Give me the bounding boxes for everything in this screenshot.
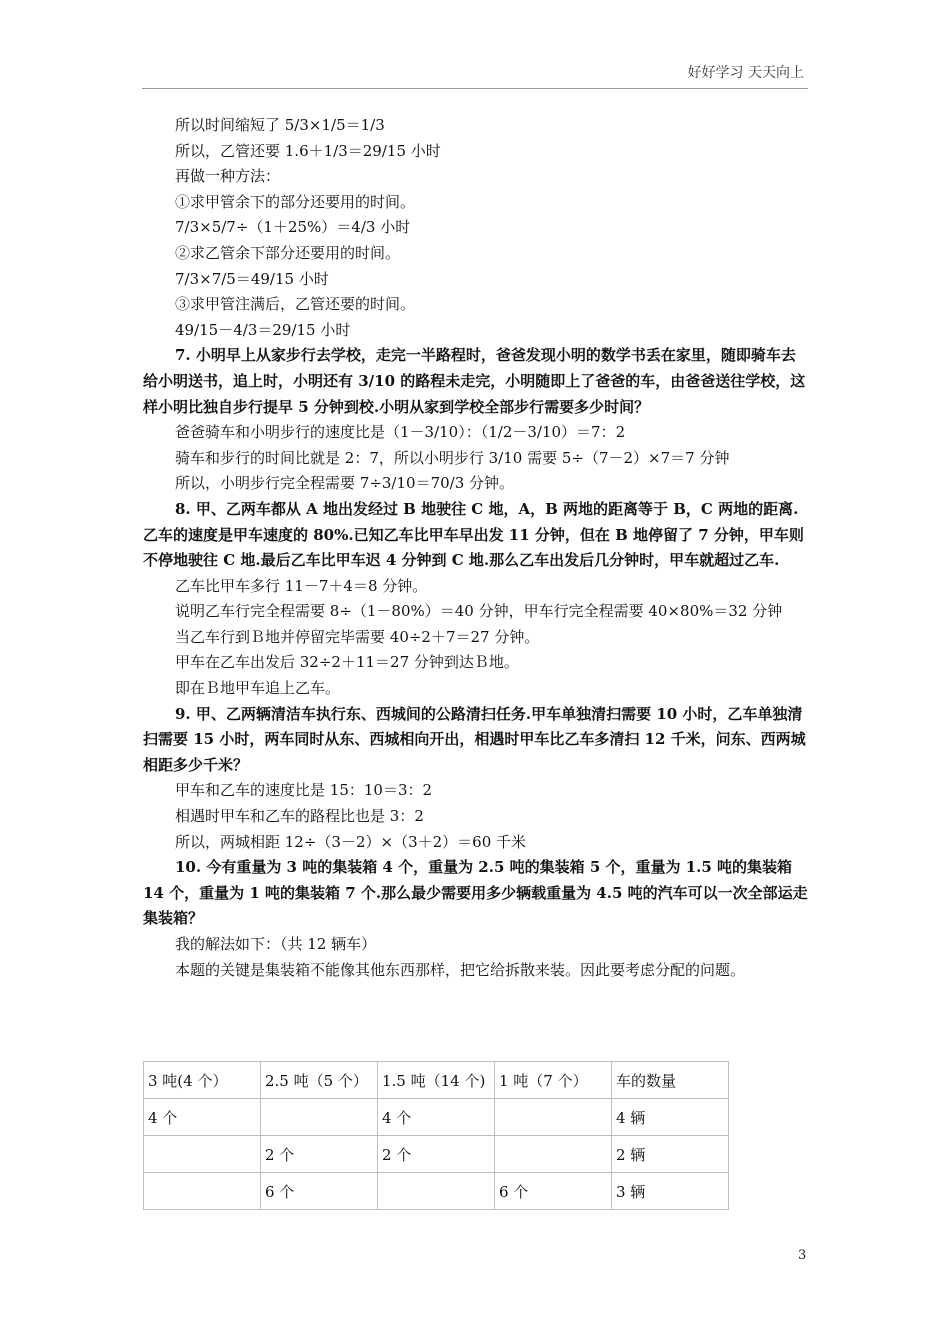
solution-paragraph: 说明乙车行完全程需要 8÷（1－80%）＝40 分钟，甲车行完全程需要 40×80%＝32 分钟 (175, 602, 783, 621)
solution-paragraph: 当乙车行到Ｂ地并停留完毕需要 40÷2＋7＝27 分钟。 (175, 627, 540, 646)
solution-paragraph: 所以，乙管还要 1.6＋1/3＝29/15 小时 (175, 141, 441, 160)
table-cell (144, 1136, 261, 1173)
solution-paragraph: ②求乙管余下部分还要用的时间。 (175, 243, 401, 262)
table-row (144, 1136, 729, 1173)
table-cell: 2 个 (378, 1136, 495, 1173)
solution-paragraph: 甲车在乙车出发后 32÷2＋11＝27 分钟到达Ｂ地。 (175, 653, 519, 672)
table-cell: 3 辆 (612, 1173, 729, 1210)
table-cell: 6 个 (495, 1173, 612, 1210)
solution-paragraph: 乙车比甲车多行 11－7＋4＝8 分钟。 (175, 576, 428, 595)
solution-paragraph: 再做一种方法： (175, 167, 281, 186)
table-cell (378, 1173, 495, 1210)
table-header-row (144, 1062, 729, 1099)
solution-paragraph: 所以，两城相距 12÷（3－2）×（3＋2）＝60 千米 (175, 832, 527, 851)
solution-paragraph: 骑车和步行的时间比就是 2：7，所以小明步行 3/10 需要 5÷（7－2）×7＝7 分钟 (175, 448, 730, 467)
solution-paragraph: 爸爸骑车和小明步行的速度比是（1－3/10）：（1/2－3/10）＝7：2 (175, 423, 626, 442)
question-paragraph: 7. 小明早上从家步行去学校，走完一半路程时，爸爸发现小明的数学书丢在家里，随即骑车去给小明送书，追上时，小明还有 3/10 的路程未走完，小明随即上了爸爸的车，由爸爸送往学校，这样小明比独自步行提早 5 分钟到校.小明从家到学校全部步行需要多少时间？ (143, 346, 806, 416)
solution-paragraph: 所以，小明步行完全程需要 7÷3/10＝70/3 分钟。 (175, 474, 515, 493)
document-body (143, 113, 809, 983)
question-paragraph: 10. 今有重量为 3 吨的集装箱 4 个，重量为 2.5 吨的集装箱 5 个，重量为 1.5 吨的集装箱 14 个，重量为 1 吨的集装箱 7 个.那么最少需要用多少辆载重量为 4.5 吨的汽车可以一次全部运走集装箱？ (143, 858, 808, 928)
question-paragraph: 8. 甲、乙两车都从 A 地出发经过 B 地驶往 C 地，A，B 两地的距离等于 B，C 两地的距离.乙车的速度是甲车速度的 80%.已知乙车比甲车早出发 11 分钟，但在 B 地停留了 7 分钟，甲车则不停地驶往 C 地.最后乙车比甲车迟 4 分钟到 C 地.那么乙车出发后几分钟时，甲车就超过乙车. (143, 499, 804, 570)
table-header-cell: 1 吨（7 个） (495, 1062, 612, 1099)
page-number: 3 (798, 1248, 807, 1263)
solution-paragraph: 所以时间缩短了 5/3×1/5＝1/3 (175, 116, 385, 134)
solution-paragraph: 相遇时甲车和乙车的路程比也是 3：2 (175, 807, 424, 826)
table-cell: 4 个 (378, 1099, 495, 1136)
solution-paragraph: ①求甲管余下的部分还要用的时间。 (175, 192, 416, 211)
solution-paragraph: 即在Ｂ地甲车追上乙车。 (175, 679, 341, 698)
table-header-cell: 2.5 吨（5 个） (261, 1062, 378, 1099)
table-cell (144, 1173, 261, 1210)
solution-paragraph: 7/3×7/5＝49/15 小时 (175, 269, 329, 288)
header-rule (142, 88, 808, 89)
page-header: 好好学习 天天向上 (687, 65, 804, 81)
table-cell: 6 个 (261, 1173, 378, 1210)
container-allocation-table (143, 1061, 729, 1210)
solution-paragraph: 甲车和乙车的速度比是 15：10＝3：2 (175, 781, 433, 800)
table-cell: 4 个 (144, 1099, 261, 1136)
table-cell: 4 辆 (612, 1099, 729, 1136)
table-row (144, 1173, 729, 1210)
solution-paragraph: ③求甲管注满后，乙管还要的时间。 (175, 295, 416, 314)
table-header-cell: 车的数量 (612, 1062, 729, 1099)
solution-paragraph: 49/15－4/3＝29/15 小时 (175, 320, 351, 339)
table-cell: 2 辆 (612, 1136, 729, 1173)
solution-paragraph: 本题的关键是集装箱不能像其他东西那样，把它给拆散来装。因此要考虑分配的问题。 (175, 960, 746, 979)
table-header-cell: 3 吨(4 个） (144, 1062, 261, 1099)
question-paragraph: 9. 甲、乙两辆清洁车执行东、西城间的公路清扫任务.甲车单独清扫需要 10 小时，乙车单独清扫需要 15 小时，两车同时从东、西城相向开出，相遇时甲车比乙车多清扫 12 千米，问东、西两城相距多少千米？ (143, 704, 806, 774)
table-cell (261, 1099, 378, 1136)
table-row (144, 1099, 729, 1136)
solution-paragraph: 我的解法如下：（共 12 辆车） (175, 935, 377, 953)
table-cell (495, 1136, 612, 1173)
table-cell (495, 1099, 612, 1136)
table-cell: 2 个 (261, 1136, 378, 1173)
table-header-cell: 1.5 吨（14 个) (378, 1062, 495, 1099)
solution-paragraph: 7/3×5/7÷（1＋25%）＝4/3 小时 (175, 218, 411, 237)
